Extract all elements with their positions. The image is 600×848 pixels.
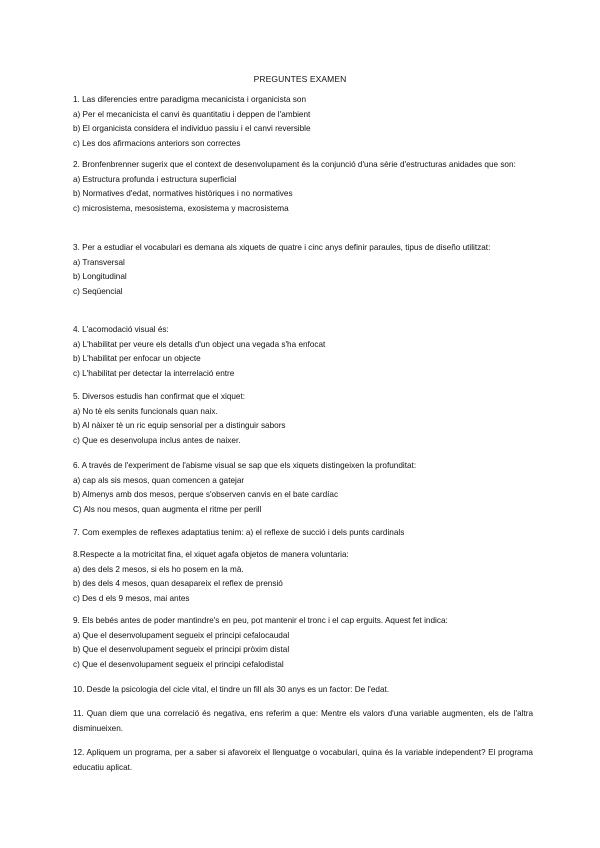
option-a: a) Transversal — [73, 257, 125, 267]
question-text: 10. Desde la psicologia del cicle vital, el tindre un fill als 30 anys es un factor: De l'edat. — [73, 685, 390, 694]
option-c: c) Que el desenvolupament segueix el principi cefalodistal — [73, 659, 284, 669]
question-7 — [73, 526, 533, 541]
question-9 — [73, 614, 533, 672]
option-b: b) des dels 4 mesos, quan desapareix el reflex de prensió — [73, 579, 283, 588]
question-5 — [73, 390, 533, 448]
question-2 — [73, 158, 533, 216]
option-b: b) Normatives d'edat, normatives històriques i no normatives — [73, 189, 293, 198]
option-a: a) des dels 2 mesos, si els ho posem en la mà. — [73, 564, 244, 574]
question-text: 1. Las diferencies entre paradigma mecanicista i organicista son — [73, 95, 307, 104]
option-c: c) Que es desenvolupa inclus antes de naixer. — [73, 435, 241, 445]
question-text: 11. Quan diem que una correlació és negativa, ens referim a que: Mentre els valors d'una variable augmenten, els de l'altra disminueixen. — [73, 709, 533, 733]
question-text: 5. Diversos estudis han confirmat que el xiquet: — [73, 392, 246, 401]
option-a: a) Que el desenvolupament segueix el principi cefalocaudal — [73, 630, 290, 640]
option-a: a) cap als sis mesos, quan comencen a gatejar — [73, 475, 245, 485]
option-c: c) Seqüencial — [73, 286, 123, 296]
option-c: c) Les dos afirmacions anteriors son correctes — [73, 138, 241, 148]
question-11 — [73, 707, 533, 736]
option-a: a) Per el mecanicista el canvi ès quantitatiu i deppen de l'ambient — [73, 109, 311, 119]
option-c: C) Als nou mesos, quan augmenta el ritme per perill — [73, 504, 262, 514]
page-title: PREGUNTES EXAMEN — [253, 74, 347, 84]
option-b: b) Al nàixer tè un ric equip sensorial per a distinguir sabors — [73, 421, 286, 430]
option-b: b) Almenys amb dos mesos, perque s'observen canvis en el bate cardíac — [73, 490, 339, 499]
option-c: c) Des d els 9 mesos, mai antes — [73, 593, 190, 603]
question-text: 7. Com exemples de reflexes adaptatius tenim: a) el reflexe de succió i dels punts cardinals — [73, 528, 405, 537]
option-b: b) L'habilitat per enfocar un objecte — [73, 354, 201, 363]
question-text: 3. Per a estudiar el vocabulari es demana als xiquets de quatre i cinc anys definir paraules, tipus de diseño utilitzat: — [73, 243, 491, 252]
option-b: b) Que el desenvolupament segueix el principi pròxim distal — [73, 645, 290, 654]
question-text: 9. Els bebés antes de poder mantindre's en peu, pot mantenir el tronc i el cap erguits. Aquest fet indica: — [73, 616, 448, 625]
question-3 — [73, 241, 533, 299]
question-8 — [73, 548, 533, 606]
question-4 — [73, 323, 533, 381]
question-text: 8.Respecte a la motricitat fina, el xiquet agafa objetos de manera voluntaria: — [73, 550, 349, 559]
question-6 — [73, 459, 533, 517]
question-12 — [73, 746, 533, 775]
question-text: 12. Apliquem un programa, per a saber si afavoreix el llenguatge o vocabulari, quina és la variable independent? El programa educatiu aplicat. — [73, 748, 533, 772]
option-a: a) No tè els senits funcionals quan naix. — [73, 406, 218, 416]
option-b: b) El organicista considera el individuo passiu i el canvi reversible — [73, 124, 311, 133]
question-text: 2. Bronfenbrenner sugerix que el context de desenvolupament és la conjunció d'una sèrie d'estructuras anidades que son: — [73, 160, 516, 169]
option-c: c) L'habilitat per detectar la interrelació entre — [73, 368, 235, 378]
option-a: a) Estructura profunda i estructura superficial — [73, 174, 237, 184]
option-a: a) L'habilitat per veure els detalls d'un object una vegada s'ha enfocat — [73, 339, 326, 349]
question-1 — [73, 93, 533, 151]
option-b: b) Longitudinal — [73, 272, 127, 281]
question-10 — [73, 683, 533, 698]
question-text: 4. L'acomodació visual és: — [73, 325, 169, 334]
question-text: 6. A través de l'experiment de l'abisme visual se sap que els xiquets distingeixen la profunditat: — [73, 461, 417, 470]
option-c: c) microsistema, mesosistema, exosistema y macrosistema — [73, 203, 289, 213]
